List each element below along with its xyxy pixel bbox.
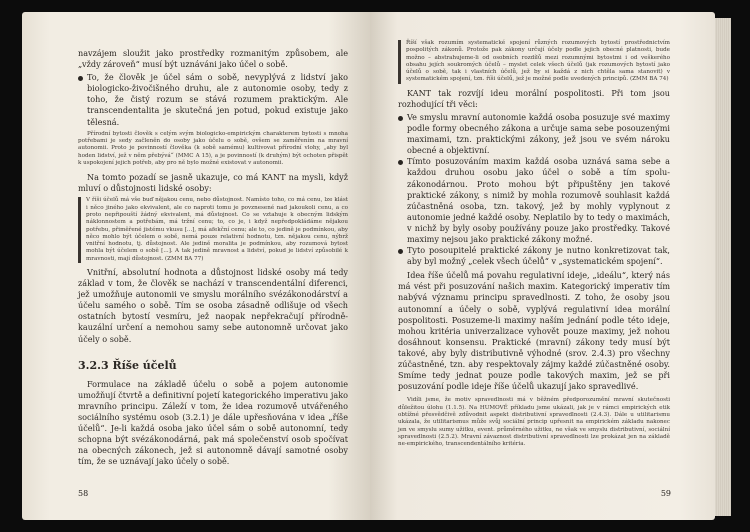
section-heading: 3.2.3 Říše účelů [78, 358, 177, 372]
right-bullet-item: Ve smyslu mravní autonomie každá osoba posuzuje své maximy podle formy obecného zákona a určuje sama sebe posouzenými maximami, tzn. praktickými zákony, jež jsou ve svém nároku obecné a objektivní. [398, 112, 670, 156]
left-bullet-item: To, že člověk je účel sám o sobě, nevyplývá z lidství jako biologicko-živočišného druhu, ale z autonomie osoby, tedy z toho, že čistý rozum se stává rozumem praktickým. Ale transcendentalita je skutečná jen potud, pokud existuje jako tělesná. [78, 72, 348, 127]
right-paragraph-1: KANT tak rozvíjí ideu morální pospolitosti. Při tom jsou rozhodující tři věci: [398, 87, 670, 109]
page-edges [715, 18, 731, 516]
left-intro-paragraph: navzájem sloužit jako prostředky rozmanitým způsobem, ale „vždy zároveň“ musí být uznáváni jako účel o sobě. [78, 48, 348, 70]
left-small-note: Přírodní bytosti člověk s celým svým biologicko-empirickým charakterem bytosti s mnoha potřebami je sedy začleněn do osoby jako účelu o sobě, ovšem se zaměřením na mravní autonomii. Proto je povinností člověka (k sobě samému) kultivovat přírodní vlohy, „aby byl hoden lidství, jež v něm přebývá“ (MMC A 15), a je povinností (k druhým) být ochoten přispět k uspokojení jejich potřeb, aby pro ně bylo možné existovat v autonomii. [78, 130, 348, 166]
left-quote: V říši účelů má vše buď nějakou cenu, nebo důstojnost. Namísto toho, co má cenu, lze klást i něco jiného jako ekvivalent, ale co naproti tomu je povznesené nad jakoukoli cenu, a co proto nepřipouští žádný ekvivalent, má důstojnost. Co se vztahuje k obecným lidským náklonnostem a potřebám, má tržní cenu; to, co je, i když nepředpokládáme nějakou potřebu, přiměřené jistému vkusu [...], má afekční cenu; ale to, co jedině je podmínkou, aby něco mohlo být účelem o sobě, nemá pouze relativní hodnotu, tzn. nějakou cenu, nýbrž vnitřní hodnotu, tj. důstojnost. Ale jedině moralita je podmínkou, aby rozumová bytost mohla být účelem o sobě [...]. A tak jedině mravnost a lidství, pokud je lidství způsobilé k mravnosti, mají důstojnost. (ZMM BA 77) [78, 197, 348, 263]
right-page-number: 59 [660, 489, 671, 498]
right-top-quote: Říší však rozumím systematické spojení různých rozumových bytostí prostřednictvím pospolitých zákonů. Protože pak zákony určují účely podle jejich obecné platnosti, bude možno – abstrahujeme-li od osobních rozdílů mezi rozumnými bytostmi i od veškerého obsahu jejích soukromých účelů – myslet celek všech účelů (jak rozumových bytostí jako účelů o sobě, tak i vlastních účelů, jež by si každá z nich chtěla sama stanovit) v systematickém spojení, tzn. říši účelů, jež je možné podle uvedených principů. (ZMM BA 74) [398, 40, 670, 84]
left-paragraph-1: Na tomto pozadí se jasně ukazuje, co má KANT na mysli, když mluví o důstojnosti lidské osoby: [78, 172, 348, 194]
right-bullet-list [398, 112, 670, 267]
left-paragraph-3: Formulace na základě účelu o sobě a pojem autonomie umožňují čtvrtě a definitivní pojetí kategorického imperativu jako mravního principu. Záleží v tom, že idea rozumově utvářeného sociálního systému osob (3.2.1) je dále upřesňována v idea „říše účelů“. Je-li každá osoba jako účel sám o sobě autonomní, tedy schopna být svézákonodárná, pak má společenství osob spočívat na obecných zákonech, jež si autonomně dávají samotné osoby tím, že se uznávají jako účely o sobě. [78, 378, 348, 467]
left-text-column [78, 48, 348, 467]
left-page [22, 12, 370, 520]
left-bullet-list [78, 72, 348, 127]
right-bullet-item: Tyto posoupitelé praktické zákony je nutno konkretizovat tak, aby byl možný „celek všech účelů“ v „systematickém spojení“. [398, 245, 670, 267]
left-page-number: 58 [78, 489, 89, 498]
right-text-column [398, 40, 670, 448]
right-bullet-item: Tímto posuzováním maxim každá osoba uznává sama sebe a každou druhou osobu jako účel o sobě a tím spolu-zákonodárnou. Proto mohou být připuštěny jen takové praktické zákony, s nimiž by mohla rozumově souhlasit každá zúčastněná osoba, tzn. takový, jež by mohly vyplynout z autonomie jedné každé osoby. Neplatilo by to tedy o maximách, v nichž by byly osoby používány pouze jako prostředky. Takové maximy nejsou jako praktické zákony možné. [398, 156, 670, 245]
left-paragraph-2: Vnitřní, absolutní hodnota a důstojnost lidské osoby má tedy základ v tom, že člověk se nachází v transcendentální diferenci, jež umožňuje autonomii ve smyslu morálního svézákonodárství a účelu samého o sobě. Tím se osoba zásadně odlišuje od všech ostatních bytostí vesmíru, jež naopak nepřekračují přírodně-kauzální určení a nemohou samy sebe autonomně určovat jako účely o sobě. [78, 267, 348, 344]
right-page [370, 12, 715, 520]
right-paragraph-2: Idea říše účelů má povahu regulativní ideje, „ideálu“, který nás má vést při posuzování našich maxim. Kategorický imperativ tím nabývá významu principu spravedlnosti. Z toho, že osoby jsou autonomní a účely o sobě, vyplývá regulativní idea morální pospolitosti. Posuzeme-li maximy naším jednání podle této ideje, mohou kritéria univerzalizace vyhovět pouze maximy, jež nohou dosáhnout konsensu. Praktické (mravní) zákony tedy musí být takové, aby byly distributivně výhodné (srov. 2.4.3) pro všechny zúčastněné, tzn. aby respektovaly zájmy každé zúčastněné osoby. Smíme tedy jednat pouze podle takových maxim, jež se při posuzování podle ideje říše účelů ukazují jako spravedlivé. [398, 270, 670, 392]
right-small-note: Vidíli jsme, že motiv spravedlnosti má v běžném předporozumění mravní skutečnosti důležitou úlohu (1.1.5). Na HUMOVĚ příkladu jsme ukázali, jak je v rámci empirických etik obtížné přesvědčivě zdůvodnit aspekt distributivní spravedlnosti (2.4.3). Dále u utilitarismu ukázala, že utilitarismus může svůj sociální princip upřesnit na empirickém základu nakonec jen ve smyslu sumy užitku, event. průměrného užitku, ne však ve smyslu distributivní, sociální spravedlnosti (2.5.2). Mravní závaznost distributivní spravedlnosti lze prokázat jen na základě ne-empirického, transcendentálního kritéria. [398, 397, 670, 448]
